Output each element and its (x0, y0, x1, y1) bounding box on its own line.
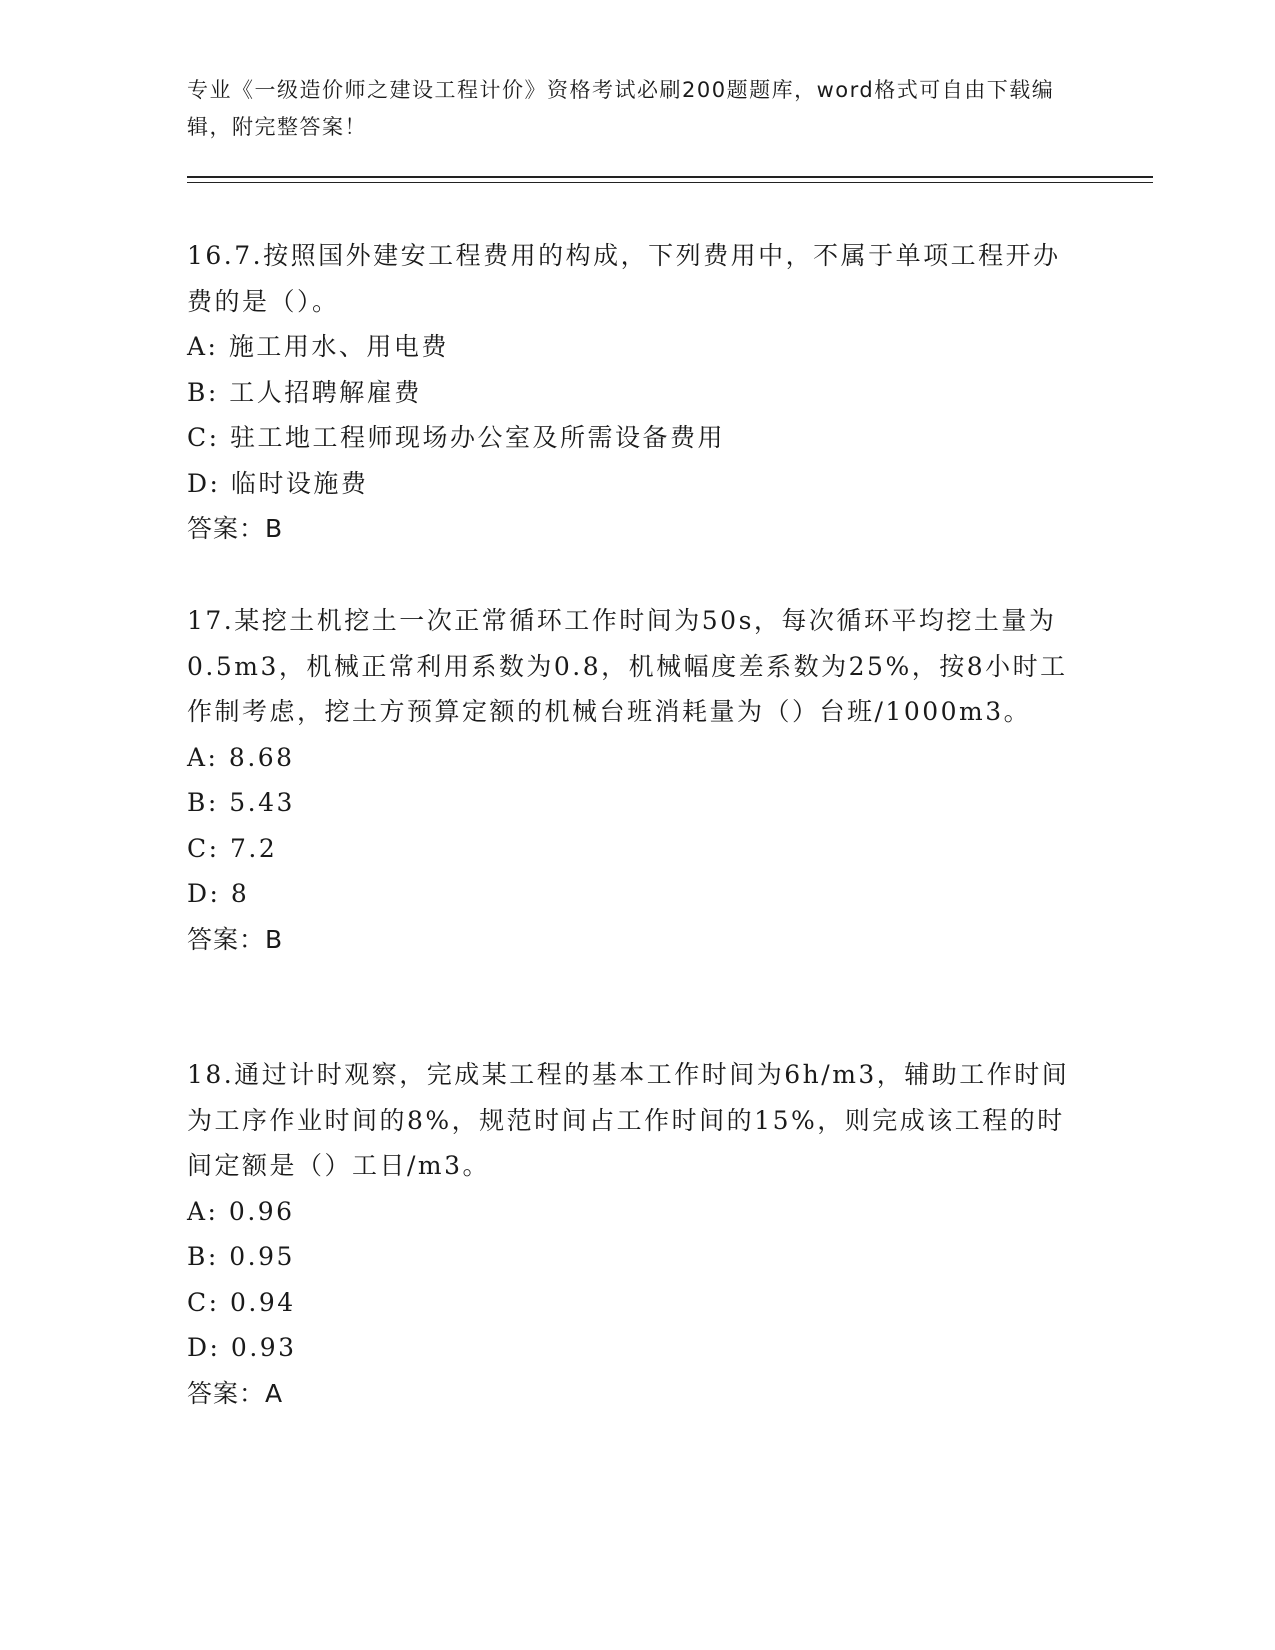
option-d: D: 临时设施费 (187, 468, 369, 498)
question-text: 18.通过计时观察，完成某工程的基本工作时间为6h/m3，辅助工作时间为工序作业时间的8%，规范时间占工作时间的15%，则完成该工程的时间定额是（）工日/m3。 (187, 1060, 1070, 1180)
option-a: A: 8.68 (187, 742, 295, 772)
answer-line: 答案：A (187, 1378, 284, 1408)
option-b: B: 0.95 (187, 1242, 295, 1271)
header-divider-thick (187, 176, 1153, 178)
option-d: D: 8 (187, 879, 250, 908)
option-a: A: 施工用水、用电费 (187, 332, 449, 361)
question-text: 16.7.按照国外建安工程费用的构成，下列费用中，不属于单项工程开办费的是（）。 (187, 241, 1061, 316)
question-17 (187, 598, 1077, 962)
answer-line: 答案：B (187, 924, 284, 954)
document-header: 专业《一级造价师之建设工程计价》资格考试必刷200题题库，word格式可自由下载编辑，附完整答案！ (187, 78, 1055, 139)
option-b: B: 工人招聘解雇费 (187, 377, 422, 407)
option-d: D: 0.93 (187, 1333, 297, 1362)
option-c: C: 0.94 (187, 1287, 296, 1317)
option-b: B: 5.43 (187, 788, 295, 817)
answer-line: 答案：B (187, 514, 284, 543)
header-divider-thin (187, 182, 1153, 183)
option-c: C: 7.2 (187, 833, 278, 863)
question-text: 17.某挖土机挖土一次正常循环工作时间为50s，每次循环平均挖土量为0.5m3，机械正常利用系数为0.8，机械幅度差系数为25%，按8小时工作制考虑，挖土方预算定额的机械台班消耗量为（）台班/1000m3。 (187, 606, 1068, 726)
option-c: C: 驻工地工程师现场办公室及所需设备费用 (187, 423, 725, 452)
question-16 (187, 233, 1077, 552)
option-a: A: 0.96 (187, 1196, 295, 1226)
question-18 (187, 1052, 1077, 1416)
